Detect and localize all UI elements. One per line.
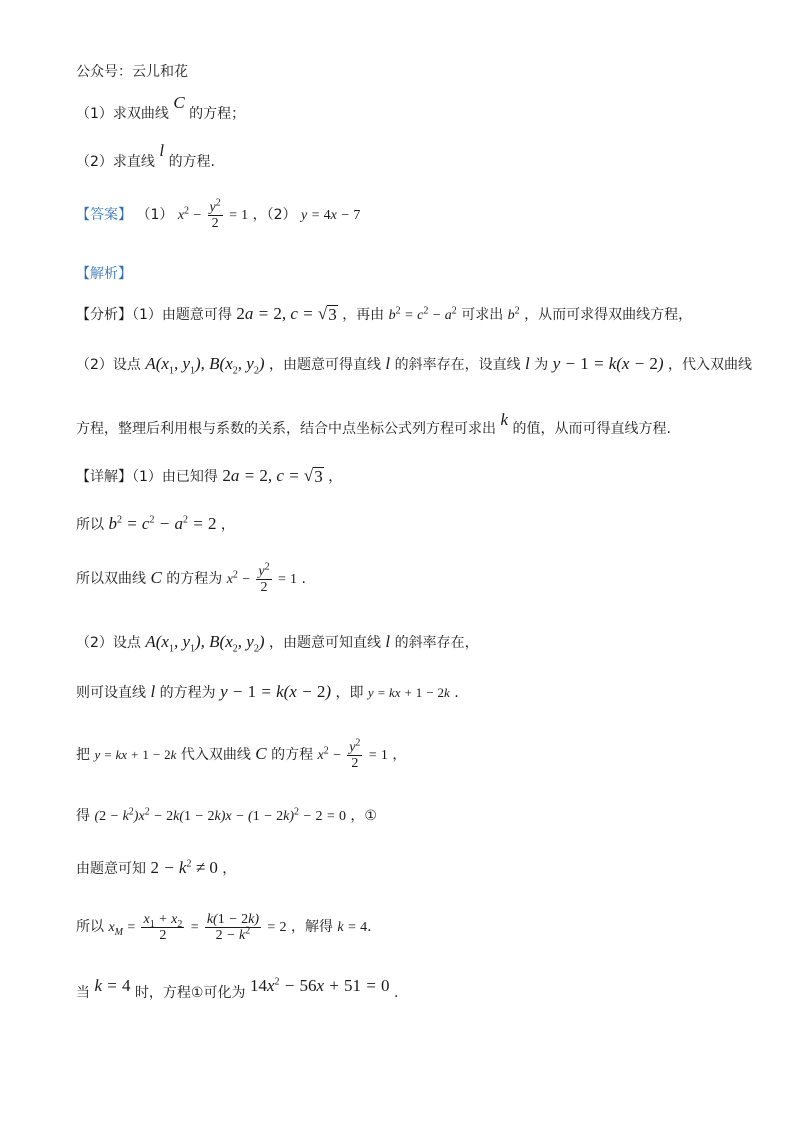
d9b: ，解得 bbox=[290, 919, 333, 936]
d9-eq: $x_M$ = $\frac{x_1 + x_2}{2}$ = $\frac{k(1 - 2k)}{2 - k^2}$ = 2 bbox=[108, 912, 287, 944]
detail-line-3 bbox=[76, 561, 306, 596]
answer-line bbox=[76, 197, 361, 232]
detail-tag: 【详解】 bbox=[76, 469, 132, 485]
d9c: . bbox=[367, 919, 372, 936]
f1b: ，再由 bbox=[342, 307, 385, 323]
d4b: ，由题意可知直线 bbox=[268, 635, 381, 651]
d1: （1）由已知得 bbox=[132, 469, 218, 485]
f1-eq-a-c: 2a = 2, c = √ 3 bbox=[236, 304, 337, 324]
q2-tail: 的方程. bbox=[168, 154, 216, 170]
detail-line-6 bbox=[76, 737, 407, 772]
q1-symbol: C bbox=[173, 93, 185, 112]
fenxi-tag: 【分析】 bbox=[76, 307, 132, 323]
f1d: ，从而可求得双曲线方程， bbox=[524, 307, 693, 323]
d6-c: C bbox=[255, 744, 267, 764]
d4c: 的斜率存在， bbox=[394, 635, 479, 651]
q2-text: （2）求直线 bbox=[76, 154, 155, 170]
f1c: 可求出 bbox=[461, 307, 504, 323]
d3-c: C bbox=[150, 568, 162, 588]
detail-line-4 bbox=[76, 632, 479, 655]
d10c: . bbox=[393, 985, 399, 1001]
d6-eq2: $x^2$ − $\frac{y^2}{2}$ = 1 bbox=[317, 737, 388, 772]
f1-b2: $b^2$ bbox=[507, 305, 520, 323]
f3b: 的值，从而可得直线方程. bbox=[512, 421, 671, 437]
d3-tail: . bbox=[301, 571, 306, 588]
analysis-tag: 【解析】 bbox=[76, 266, 132, 282]
detail-line-5 bbox=[76, 682, 459, 702]
d5c: ，即 bbox=[335, 685, 364, 701]
d6-eq1: y = kx + 1 − 2k bbox=[94, 747, 177, 763]
d8-eq: $2 - k^2 \ne 0$ bbox=[150, 858, 218, 877]
answer-eq2: y = 4x − 7 bbox=[301, 208, 361, 224]
d9a: 所以 bbox=[76, 919, 104, 936]
d5d: . bbox=[454, 685, 459, 701]
q1-tail: 的方程； bbox=[189, 106, 246, 122]
answer-part1-label: （1） bbox=[136, 207, 174, 224]
f2d: 为 bbox=[534, 357, 549, 373]
detail-line-9 bbox=[76, 912, 372, 944]
f1a: （1）由题意可得 bbox=[132, 307, 232, 323]
answer-part2-label: ，（2） bbox=[252, 207, 297, 224]
detail-line-10 bbox=[76, 976, 399, 1002]
d6d: ， bbox=[392, 747, 407, 764]
f2-l1: l bbox=[385, 354, 391, 373]
d5a: 则可设直线 bbox=[76, 685, 146, 701]
d10-k: k = 4 bbox=[94, 976, 131, 995]
d1-tail: ， bbox=[328, 469, 343, 485]
analysis-line-2 bbox=[76, 354, 753, 377]
d5-l: l bbox=[150, 682, 156, 701]
f2-l2: l bbox=[525, 354, 530, 373]
d2: 所以 bbox=[76, 517, 104, 533]
detail-line-8 bbox=[76, 858, 236, 878]
f3-k: k bbox=[500, 410, 508, 429]
f2-line-eq: y − 1 = k(x − 2) bbox=[552, 354, 664, 373]
d2-tail: ， bbox=[220, 517, 235, 533]
d5b: 的方程为 bbox=[159, 685, 216, 701]
f2a: （2）设点 bbox=[76, 357, 141, 373]
d4-l: l bbox=[385, 632, 391, 651]
d7-eq: $(2 - k^2)x^2 - 2k(1 - 2k)x - (1 - 2k)^2 - 2 = 0$ bbox=[94, 806, 346, 824]
d7b: ，① bbox=[350, 808, 377, 824]
d3-mid: 的方程为 bbox=[166, 571, 223, 588]
d6b: 代入双曲线 bbox=[180, 747, 251, 764]
analysis-line-3 bbox=[76, 410, 671, 438]
f3a: 方程，整理后利用根与系数的关系，结合中点坐标公式列方程可求出 bbox=[76, 421, 496, 437]
d6c: 的方程 bbox=[271, 747, 314, 764]
d7a: 得 bbox=[76, 808, 90, 824]
f1-eq-b: $b^2 = c^2 - a^2$ bbox=[388, 305, 457, 323]
d5-eq1: y − 1 = k(x − 2) bbox=[220, 682, 331, 701]
answer-eq1: $x^2$ − $\frac{y^2}{2}$ = 1 bbox=[177, 197, 249, 232]
d5-eq2: y = kx + 1 − 2k bbox=[367, 685, 450, 700]
d4-points: $A(x_1$, $y_1$), $B(x_2$, $y_2$) bbox=[145, 632, 265, 655]
f2e: ，代入双曲线 bbox=[668, 357, 753, 373]
q1-text: （1）求双曲线 bbox=[76, 106, 169, 122]
d3-eq: $x^2$ − $\frac{y^2}{2}$ = 1 bbox=[226, 561, 298, 596]
d8a: 由题意可知 bbox=[76, 861, 146, 877]
question-1 bbox=[76, 93, 246, 123]
detail-line-7 bbox=[76, 808, 377, 826]
account-name: 公众号：云儿和花 bbox=[76, 64, 188, 80]
d6a: 把 bbox=[76, 747, 90, 764]
d9-k: k = 4 bbox=[337, 920, 368, 936]
account-header bbox=[76, 64, 188, 81]
f2-points: $A(x_1$, $y_1$), $B(x_2$, $y_2$) bbox=[145, 354, 265, 377]
d1-eq: 2a = 2, c = √ 3 bbox=[222, 466, 323, 486]
d10b: 时，方程①可化为 bbox=[134, 985, 246, 1001]
d10a: 当 bbox=[76, 985, 90, 1001]
f2b: ，由题意可得直线 bbox=[268, 357, 381, 373]
analysis-tag-line bbox=[76, 266, 132, 283]
d10-eq: $14x^2 - 56x + 51 = 0$ bbox=[249, 976, 390, 995]
d3: 所以双曲线 bbox=[76, 571, 146, 588]
answer-tag: 【答案】 bbox=[76, 207, 132, 224]
question-2 bbox=[76, 141, 216, 171]
q2-symbol: l bbox=[159, 141, 165, 160]
d2-eq: $b^2 = c^2 - a^2 = 2$ bbox=[108, 514, 217, 533]
d8b: ， bbox=[222, 861, 237, 877]
f2c: 的斜率存在，设直线 bbox=[394, 357, 521, 373]
d4a: （2）设点 bbox=[76, 635, 141, 651]
detail-line-2 bbox=[76, 514, 235, 534]
analysis-line-1 bbox=[76, 304, 692, 325]
detail-line-1 bbox=[76, 466, 342, 486]
